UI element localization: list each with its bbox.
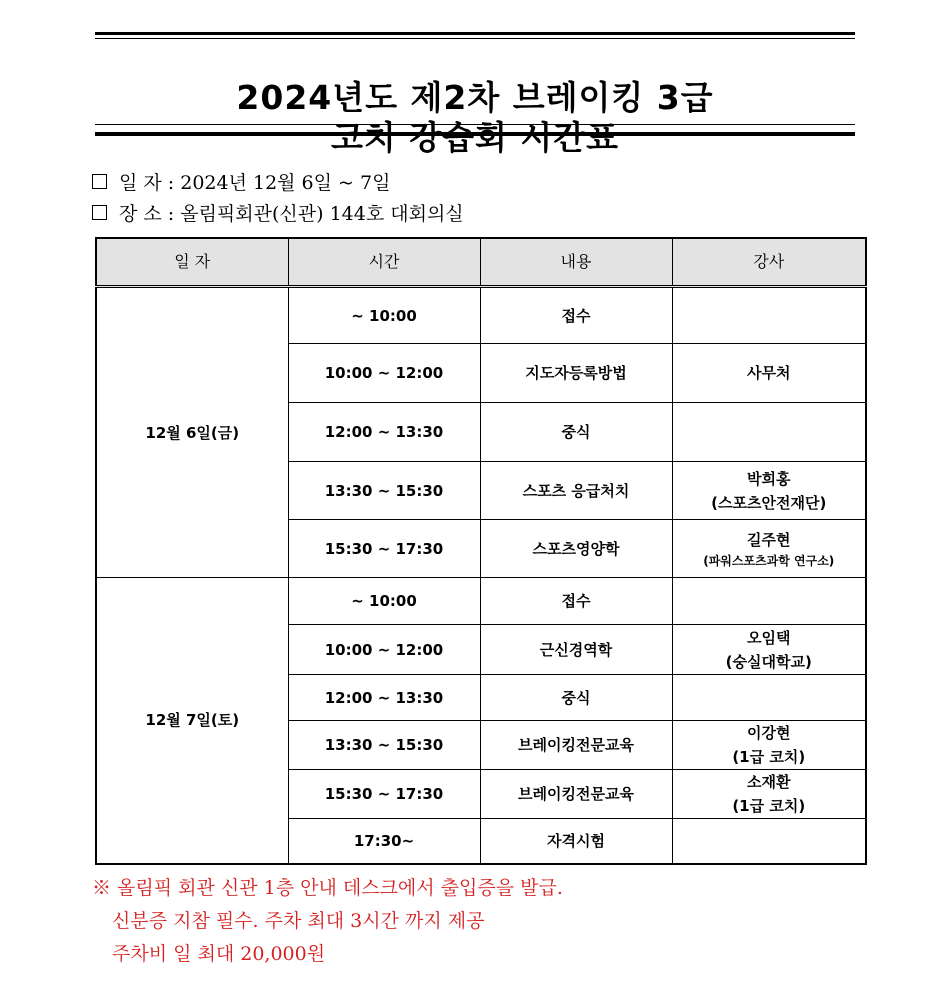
content-cell: 접수 bbox=[480, 287, 672, 344]
content-cell: 접수 bbox=[480, 578, 672, 625]
time-cell: 12:00 ~ 13:30 bbox=[288, 403, 480, 462]
time-cell: 13:30 ~ 15:30 bbox=[288, 462, 480, 520]
header-time: 시간 bbox=[288, 238, 480, 287]
header-date: 일 자 bbox=[96, 238, 288, 287]
day1-label: 12월 6일(금) bbox=[96, 287, 288, 578]
lecturer-affiliation: (파워스포츠과학 연구소) bbox=[703, 553, 835, 568]
lecturer-cell bbox=[672, 721, 866, 770]
content-cell: 중식 bbox=[480, 403, 672, 462]
lecturer-cell bbox=[672, 770, 866, 819]
content-cell: 자격시험 bbox=[480, 819, 672, 864]
content-cell: 스포츠영양학 bbox=[480, 520, 672, 578]
header-content: 내용 bbox=[480, 238, 672, 287]
lecturer-cell: 사무처 bbox=[672, 344, 866, 403]
lecturer-name: 오임택 bbox=[747, 628, 791, 647]
info-place bbox=[92, 199, 464, 226]
lecturer-cell bbox=[672, 287, 866, 344]
time-cell: 17:30~ bbox=[288, 819, 480, 864]
lecturer-affiliation: (스포츠안전재단) bbox=[711, 493, 827, 512]
table-row bbox=[96, 287, 866, 344]
lecturer-cell bbox=[672, 675, 866, 721]
lecturer-name: 이강현 bbox=[747, 724, 791, 742]
day2-label: 12월 7일(토) bbox=[96, 578, 288, 864]
lecturer-cell bbox=[672, 462, 866, 520]
note-line-1: ※ 올림픽 회관 신관 1층 안내 데스크에서 출입증을 발급. bbox=[92, 877, 563, 899]
time-cell: 13:30 ~ 15:30 bbox=[288, 721, 480, 770]
time-cell: 12:00 ~ 13:30 bbox=[288, 675, 480, 721]
time-cell: ~ 10:00 bbox=[288, 287, 480, 344]
time-cell: 10:00 ~ 12:00 bbox=[288, 344, 480, 403]
lecturer-cell bbox=[672, 578, 866, 625]
lecturer-affiliation: (숭실대학교) bbox=[725, 652, 812, 671]
checkbox-square-icon bbox=[92, 174, 107, 189]
info-date-text: 일 자 : 2024년 12월 6일 ~ 7일 bbox=[119, 172, 391, 194]
checkbox-square-icon bbox=[92, 205, 107, 220]
lecturer-cell bbox=[672, 403, 866, 462]
header-lecturer: 강사 bbox=[672, 238, 866, 287]
info-place-text: 장 소 : 올림픽회관(신관) 144호 대회의실 bbox=[119, 203, 464, 225]
lecturer-affiliation: (1급 코치) bbox=[732, 797, 806, 815]
note-line-2: 신분증 지참 필수. 주차 최대 3시간 까지 제공 bbox=[112, 910, 485, 932]
title-line-2: 코치 강습회 시간표 bbox=[330, 118, 619, 157]
note-line-3: 주차비 일 최대 20,000원 bbox=[112, 943, 326, 965]
title-rule-bottom bbox=[95, 124, 855, 125]
lecturer-cell bbox=[672, 625, 866, 675]
lecturer-name: 길주현 bbox=[747, 530, 791, 549]
lecturer-affiliation: (1급 코치) bbox=[732, 748, 806, 766]
time-cell: 15:30 ~ 17:30 bbox=[288, 770, 480, 819]
content-cell: 근신경역학 bbox=[480, 625, 672, 675]
content-cell: 브레이킹전문교육 bbox=[480, 770, 672, 819]
content-cell: 지도자등록방법 bbox=[480, 344, 672, 403]
content-cell: 브레이킹전문교육 bbox=[480, 721, 672, 770]
lecturer-cell bbox=[672, 520, 866, 578]
table-row bbox=[96, 578, 866, 625]
time-cell: 15:30 ~ 17:30 bbox=[288, 520, 480, 578]
lecturer-name: 박희홍 bbox=[747, 469, 791, 488]
table-header-row bbox=[96, 238, 866, 287]
time-cell: ~ 10:00 bbox=[288, 578, 480, 625]
content-cell: 중식 bbox=[480, 675, 672, 721]
info-date bbox=[92, 168, 390, 195]
lecturer-cell bbox=[672, 819, 866, 864]
title-line-1: 2024년도 제2차 브레이킹 3급 bbox=[236, 78, 714, 117]
lecturer-name: 소재환 bbox=[747, 773, 791, 791]
notes bbox=[92, 872, 563, 971]
content-cell: 스포츠 응급처치 bbox=[480, 462, 672, 520]
title-box bbox=[95, 32, 855, 157]
schedule-table bbox=[95, 237, 867, 865]
time-cell: 10:00 ~ 12:00 bbox=[288, 625, 480, 675]
